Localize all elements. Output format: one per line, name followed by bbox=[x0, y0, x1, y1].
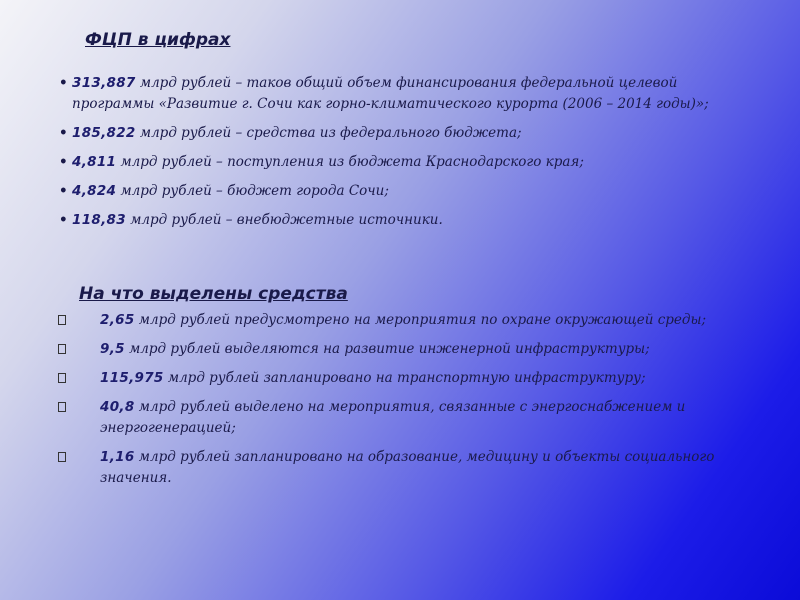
item-text: млрд рублей – внебюджетные источники. bbox=[125, 212, 443, 228]
item-text: млрд рублей выделяются на развитие инженерной инфраструктуры; bbox=[124, 341, 650, 357]
bullet-box-icon bbox=[58, 402, 66, 412]
bullet-box-icon bbox=[58, 373, 66, 383]
item-text: млрд рублей – поступления из бюджета Краснодарского края; bbox=[116, 154, 584, 170]
list-item bbox=[58, 447, 738, 489]
list-item bbox=[58, 310, 738, 331]
bullet-box-icon bbox=[58, 344, 66, 354]
section-title-figures: ФЦП в цифрах bbox=[85, 30, 231, 50]
amount: 185,822 bbox=[72, 125, 136, 141]
list-item bbox=[58, 397, 738, 439]
bullet-dot-icon: • bbox=[59, 183, 68, 199]
amount: 313,887 bbox=[72, 75, 136, 91]
item-text: млрд рублей предусмотрено на мероприятия по охране окружающей среды; bbox=[134, 312, 707, 328]
amount: 115,975 bbox=[100, 370, 164, 386]
item-text: млрд рублей запланировано на транспортную инфраструктуру; bbox=[163, 370, 646, 386]
item-text: млрд рублей – бюджет города Сочи; bbox=[116, 183, 389, 199]
list-item bbox=[53, 210, 753, 231]
bullet-dot-icon: • bbox=[59, 212, 68, 228]
amount: 1,16 bbox=[100, 449, 135, 465]
list-item bbox=[58, 339, 738, 360]
item-text: млрд рублей запланировано на образование, медицину и объекты социального значения. bbox=[100, 449, 715, 486]
bullet-dot-icon: • bbox=[59, 154, 68, 170]
list-item bbox=[58, 368, 738, 389]
amount: 2,65 bbox=[100, 312, 135, 328]
bullet-dot-icon: • bbox=[59, 75, 68, 91]
amount: 118,83 bbox=[72, 212, 126, 228]
figures-list bbox=[53, 73, 753, 239]
section-title-allocation: На что выделены средства bbox=[79, 284, 348, 304]
amount: 4,811 bbox=[72, 154, 117, 170]
amount: 40,8 bbox=[100, 399, 135, 415]
list-item bbox=[53, 73, 753, 115]
bullet-box-icon bbox=[58, 452, 66, 462]
list-item bbox=[53, 123, 753, 144]
bullet-box-icon bbox=[58, 315, 66, 325]
item-text: млрд рублей – средства из федерального бюджета; bbox=[135, 125, 522, 141]
amount: 4,824 bbox=[72, 183, 117, 199]
bullet-dot-icon: • bbox=[59, 125, 68, 141]
list-item bbox=[53, 181, 753, 202]
item-text: млрд рублей выделено на мероприятия, связанные с энергоснабжением и энергогенерацией; bbox=[100, 399, 686, 436]
item-text: млрд рублей – таков общий объем финансирования федеральной целевой программы «Развитие г. Сочи как горно-климатического курорта (2006 – 2014 годы)»; bbox=[72, 75, 709, 112]
allocation-list bbox=[58, 310, 738, 497]
amount: 9,5 bbox=[100, 341, 125, 357]
list-item bbox=[53, 152, 753, 173]
